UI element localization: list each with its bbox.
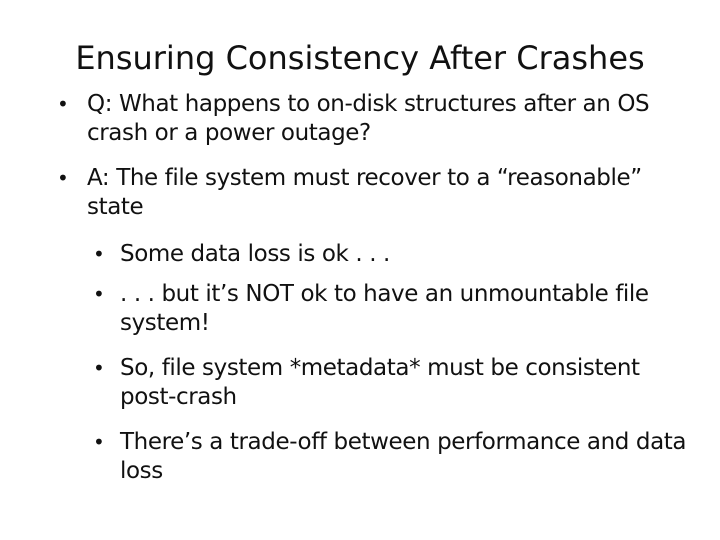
bullet-text: There’s a trade-off between performance and data loss: [120, 429, 687, 484]
sub-bullet-item: [93, 280, 688, 338]
bullet-text: A: The file system must recover to a “reasonable” state: [87, 165, 642, 220]
bullet-marker: •: [93, 356, 105, 380]
bullet-marker: •: [57, 166, 69, 190]
bullet-text: . . . but it’s NOT ok to have an unmountable file system!: [120, 281, 649, 336]
sub-bullet-item: [93, 354, 688, 412]
bullet-marker: •: [93, 282, 105, 306]
bullet-text: Some data loss is ok . . .: [120, 241, 390, 267]
bullet-text: So, file system *metadata* must be consistent post-crash: [120, 355, 640, 410]
slide-title: Ensuring Consistency After Crashes: [75, 39, 645, 77]
bullet-text: Q: What happens to on-disk structures after an OS crash or a power outage?: [87, 91, 650, 146]
bullet-item-answer: [57, 164, 687, 222]
bullet-marker: •: [93, 430, 105, 454]
bullet-item-question: [57, 90, 687, 148]
bullet-marker: •: [57, 92, 69, 116]
bullet-marker: •: [93, 242, 105, 266]
sub-bullet-item: [93, 428, 688, 486]
sub-bullet-item: [93, 240, 688, 269]
